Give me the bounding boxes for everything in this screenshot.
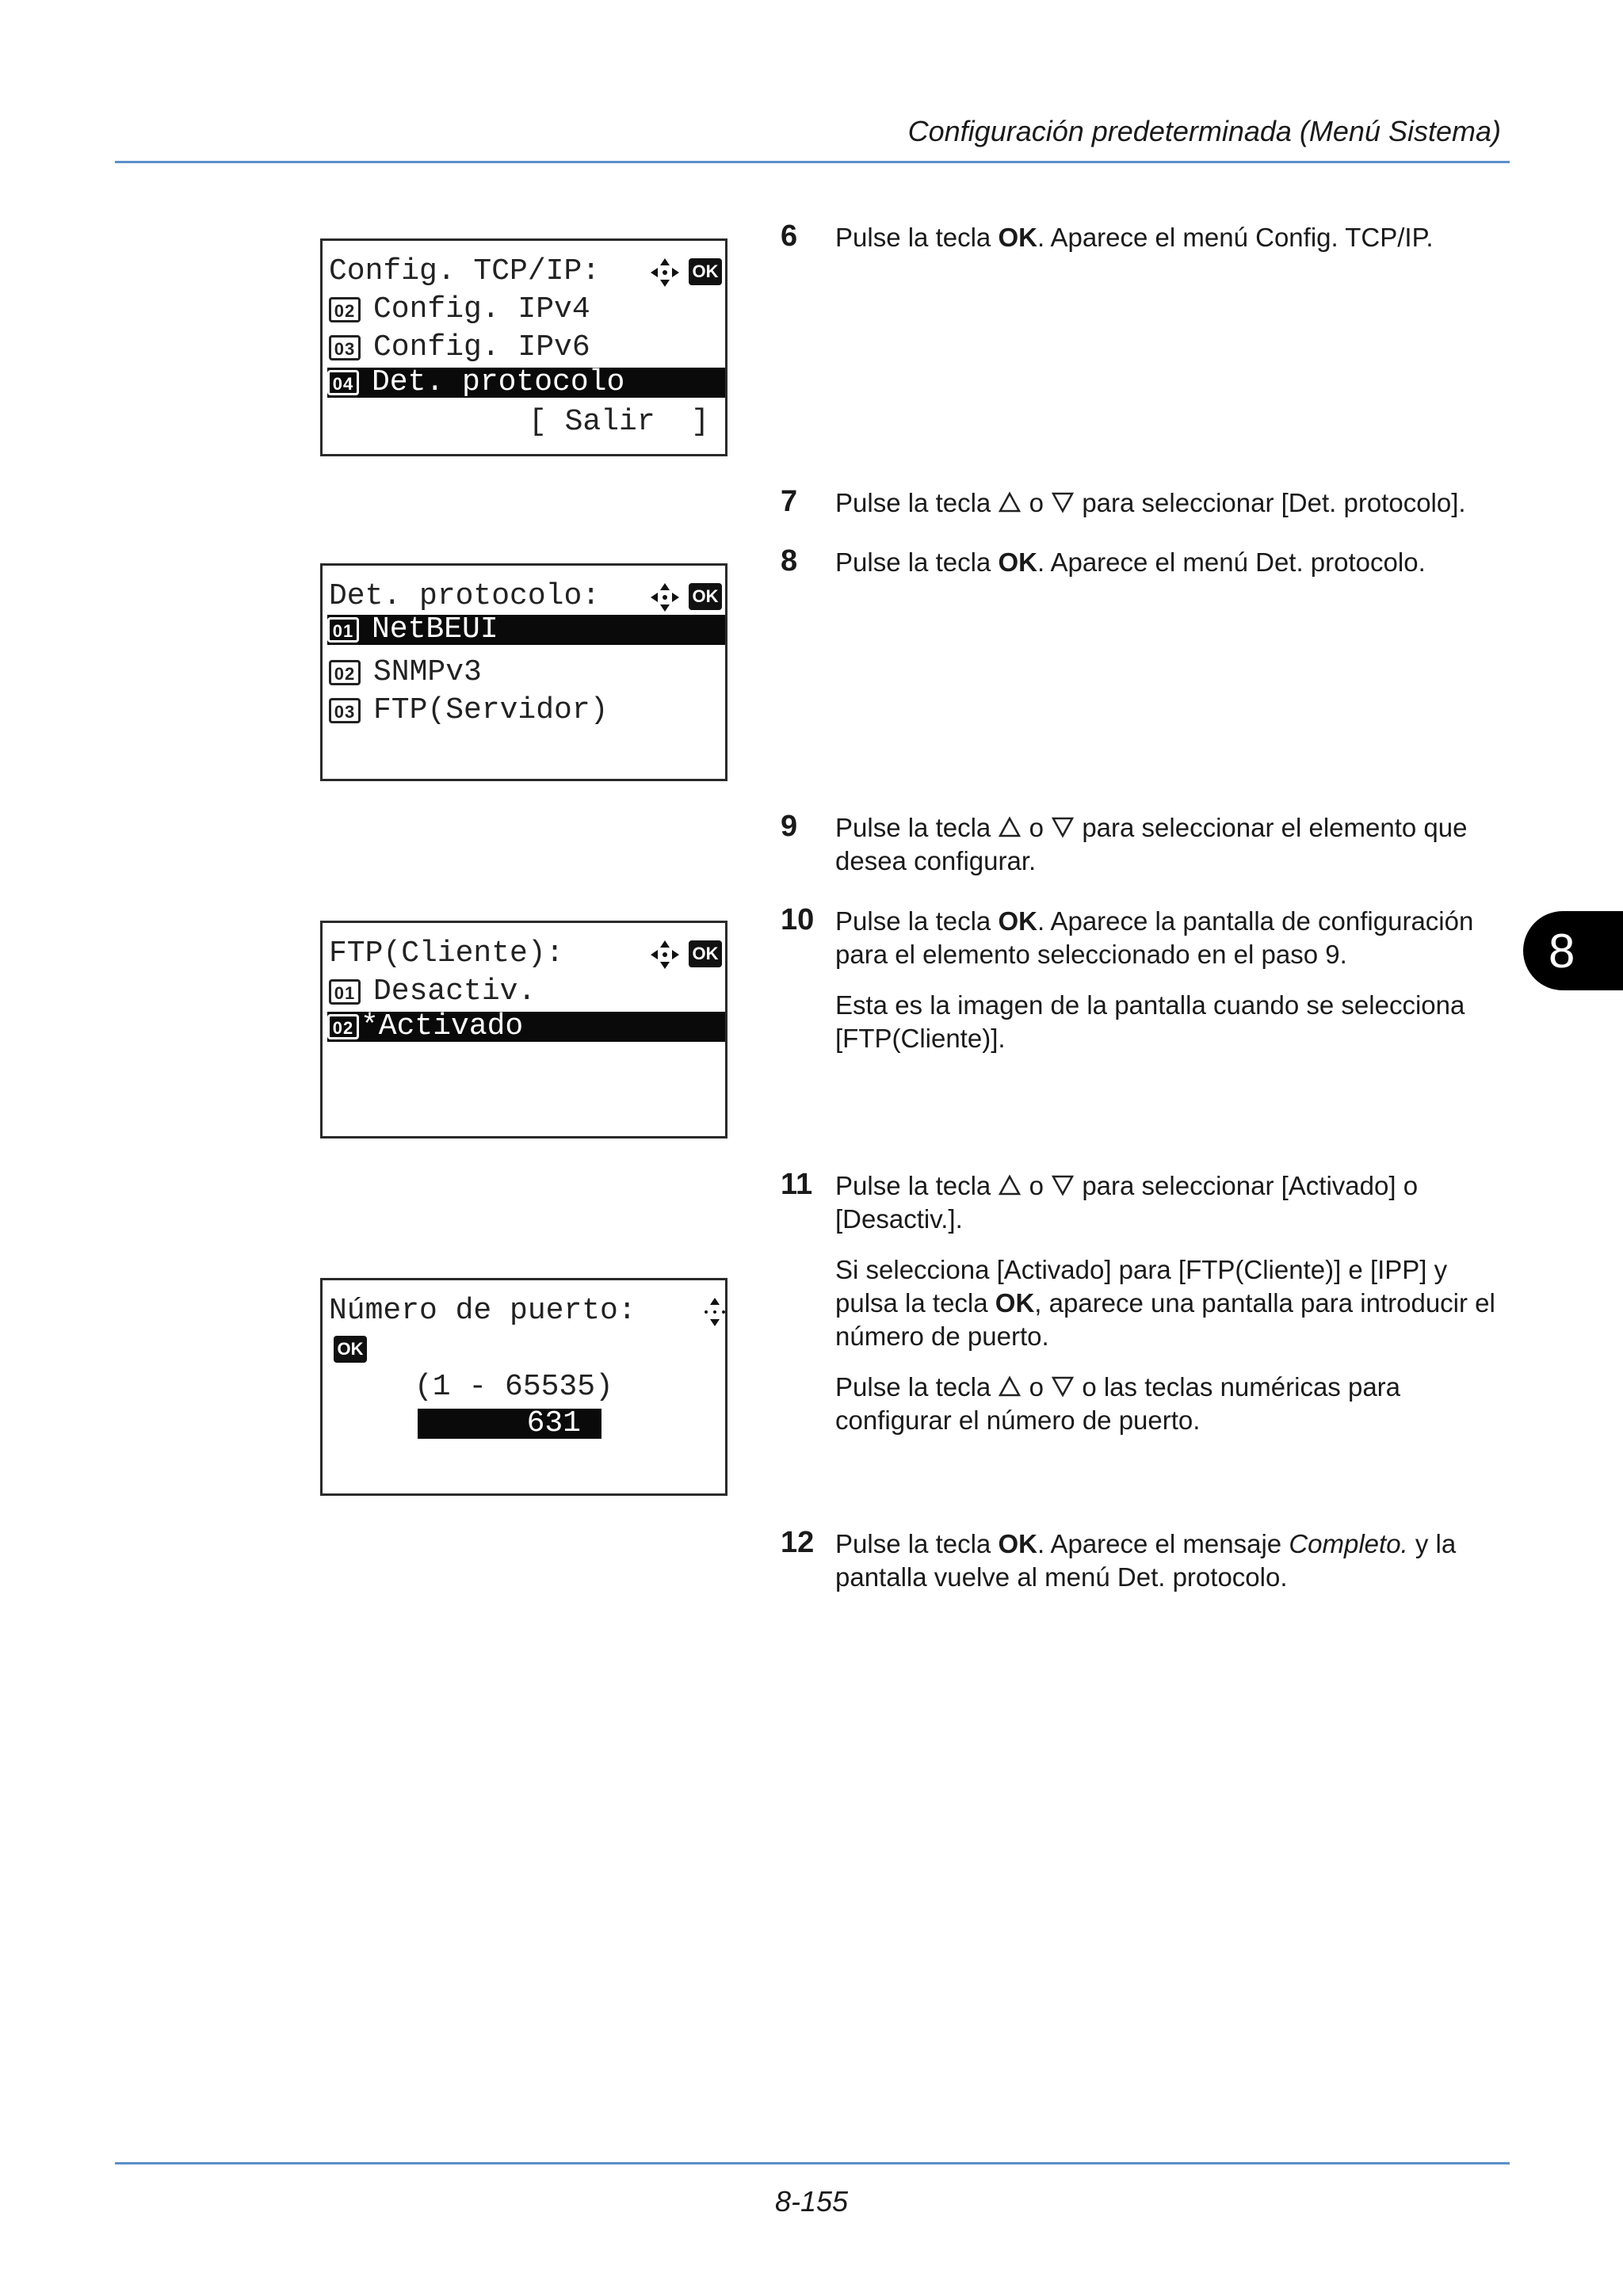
up-triangle-icon [998,816,1022,838]
footer-rule [115,2162,1510,2164]
dpad-icon [647,255,682,290]
menu-item-ftp-servidor[interactable]: 03 FTP(Servidor) [329,692,722,729]
lcd-title: Config. TCP/IP: [329,254,601,288]
menu-item-netbeui[interactable]: 01 NetBEUI [327,615,725,645]
option-desactiv[interactable]: 01 Desactiv. [329,974,722,1010]
item-number-icon: 01 [327,617,359,643]
chapter-tab [1523,911,1623,990]
item-number-icon: 03 [329,698,361,723]
dpad-icon [647,580,682,615]
lcd-numero-puerto [320,1278,727,1496]
step-number: 7 [781,485,798,518]
lcd-title: FTP(Cliente): [329,936,564,971]
header-rule [115,161,1510,163]
item-number-icon: 04 [327,370,359,395]
running-header: Configuración predeterminada (Menú Sistema) [907,115,1501,147]
step-number: 10 [781,903,815,936]
salir-softkey[interactable]: [ Salir ] [529,405,710,439]
item-number-icon: 03 [329,335,361,360]
ok-key-icon: OK [689,583,722,610]
lcd-title: Número de puerto: [329,1294,636,1328]
step-number: 8 [781,544,798,578]
ok-key-icon: OK [689,940,722,967]
up-down-icon [701,1296,728,1328]
down-triangle-icon [1051,491,1075,513]
step-12: 12 Pulse la tecla OK. Aparece el mensaje Completo. y la pantalla vuelve al menú Det. protocolo. [781,1526,1457,1592]
chapter-number: 8 [1549,924,1575,978]
step-number: 12 [781,1526,815,1559]
step-number: 6 [781,219,798,253]
down-triangle-icon [1051,1375,1075,1398]
ok-key-icon: OK [334,1336,367,1363]
menu-item-snmpv3[interactable]: 02 SNMPv3 [329,654,722,691]
item-number-icon: 02 [329,660,361,685]
item-number-icon: 02 [329,297,361,322]
lcd-det-protocolo [320,563,727,781]
port-value-input[interactable]: 631 [418,1409,601,1439]
lcd-config-tcpip [320,238,727,456]
up-triangle-icon [998,1375,1022,1398]
up-triangle-icon [998,491,1022,513]
menu-item-ipv4[interactable]: 02 Config. IPv4 [329,292,722,328]
menu-item-ipv6[interactable]: 03 Config. IPv6 [329,330,722,366]
step-10: 10 Pulse la tecla OK. Aparece la pantalla de configuración para el elemento seleccionado en el paso 9. Esta es la imagen de la pantalla cuando se selecciona [FTP(Cliente)]. [781,903,1474,1053]
lcd-ftp-cliente [320,921,727,1138]
option-activado[interactable]: 02 *Activado [327,1012,725,1042]
item-number-icon: 02 [327,1014,359,1039]
step-9: 9 Pulse la tecla o para seleccionar el elemento que desea configurar. [781,810,1468,875]
step-7: 7 Pulse la tecla o para seleccionar [Det. protocolo]. [781,485,1466,518]
step-number: 9 [781,810,798,843]
step-number: 11 [781,1168,813,1201]
menu-item-det-protocolo[interactable]: 04 Det. protocolo [327,368,725,398]
ok-key-icon: OK [689,258,722,285]
step-8: 8 Pulse la tecla OK. Aparece el menú Det. protocolo. [781,544,1426,578]
lcd-title: Det. protocolo: [329,579,601,613]
step-11: 11 Pulse la tecla o para seleccionar [Activado] o [Desactiv.]. Si selecciona [Activado] para [FTP(Cliente)] e [IPP] y pulsa la tecla OK, aparece una pantalla para introducir el número de puerto. Pulse la tecla o o las teclas numéricas para configurar el número de puerto. [781,1168,1495,1435]
dpad-icon [647,937,682,972]
item-number-icon: 01 [329,979,361,1005]
port-range: (1 - 65535) [414,1370,613,1404]
up-triangle-icon [998,1174,1022,1196]
page-number: 8-155 [774,2185,849,2218]
down-triangle-icon [1051,816,1075,838]
down-triangle-icon [1051,1174,1075,1196]
step-6: 6 Pulse la tecla OK. Aparece el menú Config. TCP/IP. [781,219,1434,253]
